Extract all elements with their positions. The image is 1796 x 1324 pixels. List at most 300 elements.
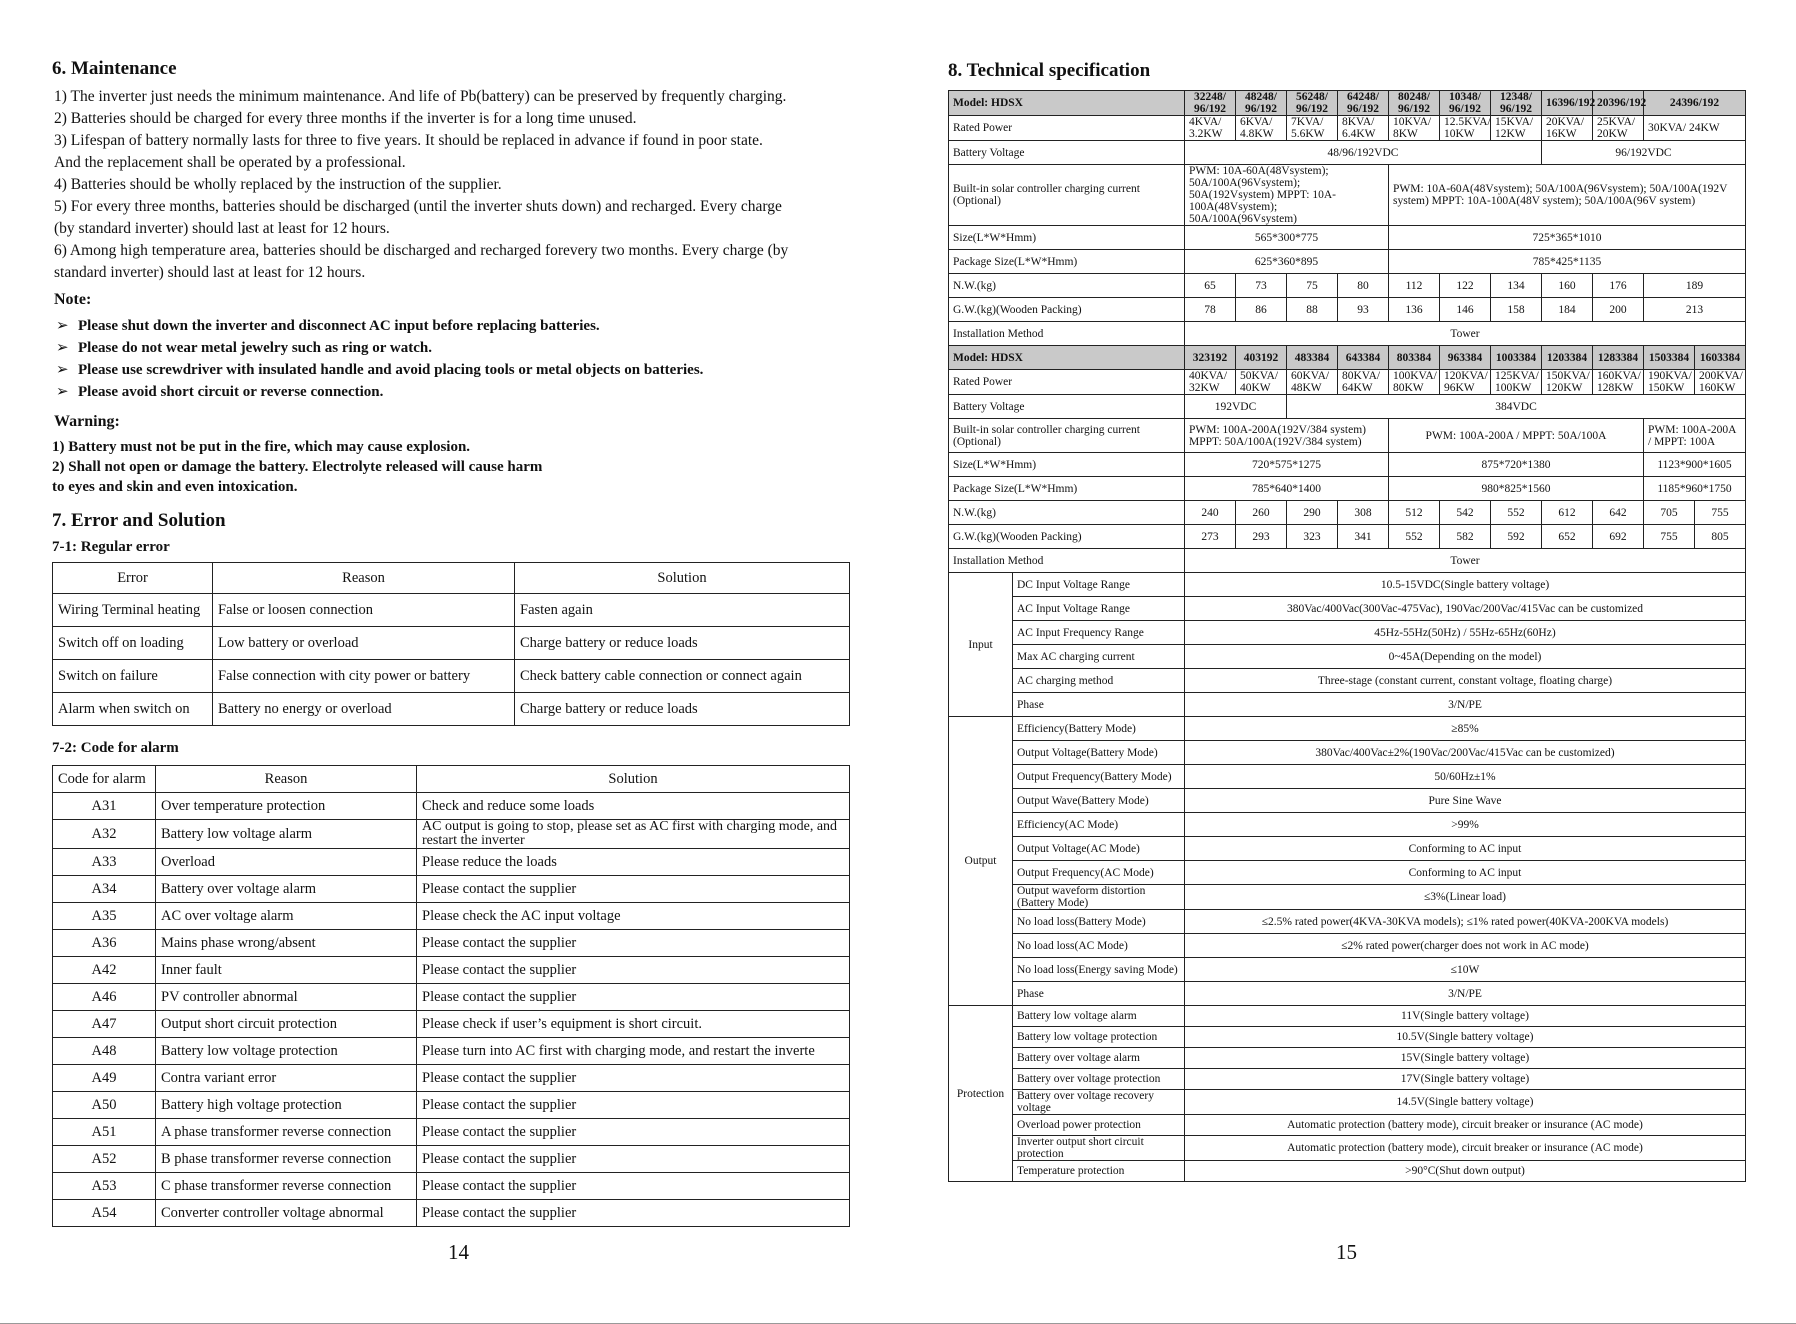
table-cell: B phase transformer reverse connection (156, 1146, 417, 1173)
spec-cell: 12.5KVA/ 10KW (1440, 116, 1491, 141)
table-cell: Please reduce the loads (417, 849, 850, 876)
spec-cell: >99% (1185, 813, 1746, 837)
spec-cell: DC Input Voltage Range (1013, 573, 1185, 597)
spec-cell: 17V(Single battery voltage) (1185, 1069, 1746, 1090)
spec-cell: 643384 (1338, 346, 1389, 370)
table-cell: A31 (53, 793, 156, 820)
spec-row (949, 477, 1746, 501)
spec-row (949, 741, 1746, 765)
spec-cell: 184 (1542, 298, 1593, 322)
maintenance-line: 1) The inverter just needs the minimum maintenance. And life of Pb(battery) can be preserved by frequently charging. (54, 88, 787, 105)
spec-cell: Max AC charging current (1013, 645, 1185, 669)
maintenance-line: And the replacement shall be operated by a professional. (54, 154, 406, 171)
spec-cell: 652 (1542, 525, 1593, 549)
table-cell: PV controller abnormal (156, 984, 417, 1011)
spec-cell: Battery over voltage protection (1013, 1069, 1185, 1090)
spec-cell: 48/96/192VDC (1185, 141, 1542, 165)
spec-row (949, 669, 1746, 693)
spec-row (949, 1090, 1746, 1115)
table-cell: A48 (53, 1038, 156, 1065)
table-cell: Battery low voltage alarm (156, 820, 417, 849)
table-cell: Battery low voltage protection (156, 1038, 417, 1065)
spec-cell: 24396/192 (1644, 91, 1746, 116)
spec-cell: Overload power protection (1013, 1115, 1185, 1136)
spec-cell: 12348/ 96/192 (1491, 91, 1542, 116)
spec-cell: 192VDC (1185, 395, 1287, 419)
spec-cell: 642 (1593, 501, 1644, 525)
table-cell: Please contact the supplier (417, 1173, 850, 1200)
spec-cell: G.W.(kg)(Wooden Packing) (949, 298, 1185, 322)
spec-cell: Installation Method (949, 322, 1185, 346)
warning-list (52, 437, 832, 497)
table-cell: A52 (53, 1146, 156, 1173)
note-text: Please do not wear metal jewelry such as ring or watch. (78, 340, 432, 356)
spec-cell: AC Input Frequency Range (1013, 621, 1185, 645)
spec-cell: Rated Power (949, 116, 1185, 141)
error-heading: 7. Error and Solution (52, 510, 226, 531)
spec-row (949, 525, 1746, 549)
table-cell: Switch off on loading (53, 627, 213, 660)
spec-cell: 273 (1185, 525, 1236, 549)
spec-cell: 625*360*895 (1185, 250, 1389, 274)
spec-cell: Automatic protection (battery mode), circuit breaker or insurance (AC mode) (1185, 1115, 1746, 1136)
spec-cell: 73 (1236, 274, 1287, 298)
spec-cell: ≥85% (1185, 717, 1746, 741)
spec-cell: 980*825*1560 (1389, 477, 1644, 501)
arrow-bullet-icon: ➢ (56, 318, 69, 334)
note-item (54, 337, 834, 359)
spec-cell: 20396/192 (1593, 91, 1644, 116)
spec-row (949, 1161, 1746, 1182)
spec-row (949, 226, 1746, 250)
spec-cell: 112 (1389, 274, 1440, 298)
spec-cell: Automatic protection (battery mode), circuit breaker or insurance (AC mode) (1185, 1136, 1746, 1161)
table-row (53, 594, 850, 627)
table-row (53, 693, 850, 726)
maintenance-line: 2) Batteries should be charged for every three months if the inverter is for a long time unused. (54, 110, 637, 127)
spec-cell: Battery low voltage alarm (1013, 1006, 1185, 1027)
table-cell: Check battery cable connection or connect again (515, 660, 850, 693)
column-header: Error (53, 563, 213, 594)
spec-cell: 150KVA/ 120KW (1542, 370, 1593, 395)
table-header-row (53, 563, 850, 594)
spec-cell: 10.5-15VDC(Single battery voltage) (1185, 573, 1746, 597)
spec-cell: ≤2.5% rated power(4KVA-30KVA models); ≤1% rated power(40KVA-200KVA models) (1185, 910, 1746, 934)
spec-cell: Package Size(L*W*Hmm) (949, 250, 1185, 274)
table-row (53, 1092, 850, 1119)
spec-cell: Efficiency(AC Mode) (1013, 813, 1185, 837)
spec-row (949, 645, 1746, 669)
spec-cell: 78 (1185, 298, 1236, 322)
table-cell: Overload (156, 849, 417, 876)
table-cell: Please contact the supplier (417, 1200, 850, 1227)
spec-cell: 552 (1389, 525, 1440, 549)
alarm-code-heading: 7-2: Code for alarm (52, 740, 179, 756)
table-row (53, 957, 850, 984)
table-cell: Inner fault (156, 957, 417, 984)
spec-cell: 384VDC (1287, 395, 1746, 419)
spec-cell: 612 (1542, 501, 1593, 525)
note-text: Please avoid short circuit or reverse connection. (78, 384, 384, 400)
table-row (53, 627, 850, 660)
spec-cell: 403192 (1236, 346, 1287, 370)
note-text: Please use screwdriver with insulated handle and avoid placing tools or metal objects on batteries. (78, 362, 704, 378)
spec-cell: 692 (1593, 525, 1644, 549)
spec-cell: ≤3%(Linear load) (1185, 885, 1746, 910)
spec-cell: 1283384 (1593, 346, 1644, 370)
spec-row (949, 573, 1746, 597)
spec-cell: 25KVA/ 20KW (1593, 116, 1644, 141)
spec-cell: 189 (1644, 274, 1746, 298)
spec-cell: Battery over voltage alarm (1013, 1048, 1185, 1069)
spec-cell: AC charging method (1013, 669, 1185, 693)
spec-cell: >90°C(Shut down output) (1185, 1161, 1746, 1182)
spec-cell: 1185*960*1750 (1644, 477, 1746, 501)
note-text: Please shut down the inverter and disconnect AC input before replacing batteries. (78, 318, 600, 334)
spec-cell: Output Frequency(AC Mode) (1013, 861, 1185, 885)
spec-cell: Output (949, 717, 1013, 1006)
spec-row (949, 693, 1746, 717)
table-cell: Please contact the supplier (417, 984, 850, 1011)
regular-error-table (52, 562, 850, 726)
table-cell: Check and reduce some loads (417, 793, 850, 820)
spec-cell: 30KVA/ 24KW (1644, 116, 1746, 141)
spec-cell: 176 (1593, 274, 1644, 298)
table-row (53, 1119, 850, 1146)
spec-cell: 96/192VDC (1542, 141, 1746, 165)
spec-cell: ≤10W (1185, 958, 1746, 982)
table-cell: A54 (53, 1200, 156, 1227)
spec-cell: 146 (1440, 298, 1491, 322)
spec-cell: 158 (1491, 298, 1542, 322)
spec-cell: PWM: 100A-200A / MPPT: 100A (1644, 419, 1746, 453)
arrow-bullet-icon: ➢ (56, 340, 69, 356)
table-cell: C phase transformer reverse connection (156, 1173, 417, 1200)
spec-row (949, 395, 1746, 419)
spec-cell: 293 (1236, 525, 1287, 549)
spec-cell: 100KVA/ 80KW (1389, 370, 1440, 395)
spec-cell: 803384 (1389, 346, 1440, 370)
spec-row (949, 1115, 1746, 1136)
spec-cell: 308 (1338, 501, 1389, 525)
table-row (53, 876, 850, 903)
spec-cell: 875*720*1380 (1389, 453, 1644, 477)
spec-row (949, 453, 1746, 477)
tech-spec-heading: 8. Technical specification (948, 60, 1151, 81)
tech-spec-table (948, 90, 1746, 1182)
table-cell: False or loosen connection (213, 594, 515, 627)
spec-cell: Tower (1185, 549, 1746, 573)
table-row (53, 1146, 850, 1173)
table-cell: Please contact the supplier (417, 1146, 850, 1173)
warning-line: 1) Battery must not be put in the fire, which may cause explosion. (52, 439, 471, 455)
spec-cell: Output Voltage(Battery Mode) (1013, 741, 1185, 765)
spec-cell: No load loss(Battery Mode) (1013, 910, 1185, 934)
table-cell: A53 (53, 1173, 156, 1200)
table-row (53, 849, 850, 876)
spec-cell: 200KVA/ 160KW (1695, 370, 1746, 395)
spec-cell: 65 (1185, 274, 1236, 298)
spec-cell: Battery over voltage recovery voltage (1013, 1090, 1185, 1115)
spec-cell: G.W.(kg)(Wooden Packing) (949, 525, 1185, 549)
spec-row (949, 165, 1746, 226)
spec-cell: 785*425*1135 (1389, 250, 1746, 274)
spec-cell: ≤2% rated power(charger does not work in AC mode) (1185, 934, 1746, 958)
table-cell: A47 (53, 1011, 156, 1038)
spec-row (949, 1027, 1746, 1048)
spec-row (949, 1069, 1746, 1090)
spec-row (949, 298, 1746, 322)
spec-cell: 1603384 (1695, 346, 1746, 370)
column-header: Solution (417, 766, 850, 793)
spec-cell: 75 (1287, 274, 1338, 298)
spec-cell: 6KVA/ 4.8KW (1236, 116, 1287, 141)
note-item (54, 381, 834, 403)
table-header-row (53, 766, 850, 793)
spec-cell: 64248/ 96/192 (1338, 91, 1389, 116)
spec-row (949, 861, 1746, 885)
table-cell: Please contact the supplier (417, 1065, 850, 1092)
table-cell: Please contact the supplier (417, 957, 850, 984)
spec-row (949, 346, 1746, 370)
spec-cell: 122 (1440, 274, 1491, 298)
spec-row (949, 982, 1746, 1006)
table-cell: A49 (53, 1065, 156, 1092)
maintenance-line: 4) Batteries should be wholly replaced by the instruction of the supplier. (54, 176, 502, 193)
arrow-bullet-icon: ➢ (56, 384, 69, 400)
spec-cell: 10.5V(Single battery voltage) (1185, 1027, 1746, 1048)
spec-cell: 86 (1236, 298, 1287, 322)
page-number: 14 (448, 1240, 469, 1264)
table-row (53, 1038, 850, 1065)
spec-cell: 3/N/PE (1185, 693, 1746, 717)
note-item (54, 359, 834, 381)
spec-cell: 963384 (1440, 346, 1491, 370)
spec-row (949, 141, 1746, 165)
table-cell: AC over voltage alarm (156, 903, 417, 930)
spec-cell: Conforming to AC input (1185, 861, 1746, 885)
table-cell: Mains phase wrong/absent (156, 930, 417, 957)
table-cell: A32 (53, 820, 156, 849)
spec-cell: 755 (1644, 525, 1695, 549)
spec-cell: 80 (1338, 274, 1389, 298)
spec-cell: 136 (1389, 298, 1440, 322)
spec-cell: 705 (1644, 501, 1695, 525)
spec-row (949, 250, 1746, 274)
spec-cell: 15V(Single battery voltage) (1185, 1048, 1746, 1069)
column-header: Reason (156, 766, 417, 793)
spec-row (949, 837, 1746, 861)
table-row (53, 1011, 850, 1038)
spec-cell: 160KVA/ 128KW (1593, 370, 1644, 395)
spec-cell: 40KVA/ 32KW (1185, 370, 1236, 395)
table-cell: Switch on failure (53, 660, 213, 693)
spec-cell: 134 (1491, 274, 1542, 298)
spec-cell: 10348/ 96/192 (1440, 91, 1491, 116)
spec-cell: 1203384 (1542, 346, 1593, 370)
table-cell: A42 (53, 957, 156, 984)
spec-cell: 11V(Single battery voltage) (1185, 1006, 1746, 1027)
table-cell: Please turn into AC first with charging mode, and restart the inverte (417, 1038, 850, 1065)
table-row (53, 1173, 850, 1200)
spec-cell: N.W.(kg) (949, 501, 1185, 525)
spec-cell: 323192 (1185, 346, 1236, 370)
table-cell: A46 (53, 984, 156, 1011)
table-cell: A50 (53, 1092, 156, 1119)
spec-row (949, 549, 1746, 573)
maintenance-heading: 6. Maintenance (52, 58, 177, 79)
spec-cell: Inverter output short circuit protection (1013, 1136, 1185, 1161)
table-row (53, 820, 850, 849)
spec-cell: Model: HDSX (949, 346, 1185, 370)
notes-list (54, 315, 834, 403)
table-cell: A51 (53, 1119, 156, 1146)
spec-row (949, 789, 1746, 813)
spec-row (949, 322, 1746, 346)
spec-row (949, 91, 1746, 116)
column-header: Reason (213, 563, 515, 594)
table-row (53, 793, 850, 820)
spec-cell: 341 (1338, 525, 1389, 549)
spec-cell: Model: HDSX (949, 91, 1185, 116)
spec-cell: 512 (1389, 501, 1440, 525)
spec-cell: 380Vac/400Vac±2%(190Vac/200Vac/415Vac can be customized) (1185, 741, 1746, 765)
spec-cell: 1503384 (1644, 346, 1695, 370)
table-row (53, 984, 850, 1011)
spec-cell: 50/60Hz±1% (1185, 765, 1746, 789)
table-cell: Alarm when switch on (53, 693, 213, 726)
spec-cell: Installation Method (949, 549, 1185, 573)
spec-cell: Rated Power (949, 370, 1185, 395)
table-cell: A35 (53, 903, 156, 930)
spec-cell: No load loss(Energy saving Mode) (1013, 958, 1185, 982)
table-cell: Battery no energy or overload (213, 693, 515, 726)
table-cell: Please check if user’s equipment is short circuit. (417, 1011, 850, 1038)
table-cell: Over temperature protection (156, 793, 417, 820)
spec-cell: Pure Sine Wave (1185, 789, 1746, 813)
spec-cell: Battery Voltage (949, 395, 1185, 419)
maintenance-line: 5) For every three months, batteries should be discharged (until the inverter shuts down) and recharged. Every charge (54, 198, 782, 215)
table-cell: A36 (53, 930, 156, 957)
spec-cell: 725*365*1010 (1389, 226, 1746, 250)
spec-cell: Size(L*W*Hmm) (949, 226, 1185, 250)
spec-cell: Size(L*W*Hmm) (949, 453, 1185, 477)
spec-cell: Conforming to AC input (1185, 837, 1746, 861)
table-cell: Please check the AC input voltage (417, 903, 850, 930)
spec-row (949, 370, 1746, 395)
spec-row (949, 116, 1746, 141)
spec-cell: 160 (1542, 274, 1593, 298)
spec-row (949, 717, 1746, 741)
table-cell: AC output is going to stop, please set as AC first with charging mode, and restart the inverter (417, 820, 850, 849)
maintenance-list (54, 86, 854, 284)
spec-cell: 1003384 (1491, 346, 1542, 370)
page-number: 15 (1336, 1240, 1357, 1264)
spec-cell: 125KVA/ 100KW (1491, 370, 1542, 395)
table-row (53, 660, 850, 693)
table-cell: Please contact the supplier (417, 876, 850, 903)
spec-cell: 0~45A(Depending on the model) (1185, 645, 1746, 669)
regular-error-heading: 7-1: Regular error (52, 539, 170, 555)
spec-cell: 80KVA/ 64KW (1338, 370, 1389, 395)
table-cell: Converter controller voltage abnormal (156, 1200, 417, 1227)
spec-cell: 720*575*1275 (1185, 453, 1389, 477)
spec-cell: 592 (1491, 525, 1542, 549)
spec-row (949, 958, 1746, 982)
spec-row (949, 885, 1746, 910)
spec-cell: Output Frequency(Battery Mode) (1013, 765, 1185, 789)
spec-row (949, 419, 1746, 453)
spec-cell: PWM: 100A-200A / MPPT: 50A/100A (1389, 419, 1644, 453)
table-cell: Charge battery or reduce loads (515, 693, 850, 726)
column-header: Code for alarm (53, 766, 156, 793)
spec-cell: 16396/192 (1542, 91, 1593, 116)
spec-cell: 32248/ 96/192 (1185, 91, 1236, 116)
spec-cell: Package Size(L*W*Hmm) (949, 477, 1185, 501)
spec-cell: 15KVA/ 12KW (1491, 116, 1542, 141)
spec-cell: Tower (1185, 322, 1746, 346)
spec-row (949, 501, 1746, 525)
spec-cell: 380Vac/400Vac(300Vac-475Vac), 190Vac/200Vac/415Vac can be customized (1185, 597, 1746, 621)
spec-cell: 1123*900*1605 (1644, 453, 1746, 477)
spec-row (949, 1006, 1746, 1027)
spec-cell: 7KVA/ 5.6KW (1287, 116, 1338, 141)
table-row (53, 930, 850, 957)
spec-cell: Protection (949, 1006, 1013, 1182)
spec-cell: 582 (1440, 525, 1491, 549)
arrow-bullet-icon: ➢ (56, 362, 69, 378)
spec-cell: 200 (1593, 298, 1644, 322)
spec-cell: 93 (1338, 298, 1389, 322)
spec-cell: Input (949, 573, 1013, 717)
spec-cell: 323 (1287, 525, 1338, 549)
spec-cell: Phase (1013, 693, 1185, 717)
spec-cell: No load loss(AC Mode) (1013, 934, 1185, 958)
spec-cell: 10KVA/ 8KW (1389, 116, 1440, 141)
spec-row (949, 621, 1746, 645)
table-cell: A34 (53, 876, 156, 903)
spec-cell: 45Hz-55Hz(50Hz) / 55Hz-65Hz(60Hz) (1185, 621, 1746, 645)
table-row (53, 903, 850, 930)
spec-cell: AC Input Voltage Range (1013, 597, 1185, 621)
spec-cell: Phase (1013, 982, 1185, 1006)
spec-cell: 290 (1287, 501, 1338, 525)
alarm-code-table (52, 765, 850, 1227)
spec-cell: Efficiency(Battery Mode) (1013, 717, 1185, 741)
warning-line: to eyes and skin and even intoxication. (52, 479, 298, 495)
table-cell: Battery high voltage protection (156, 1092, 417, 1119)
spec-cell: 60KVA/ 48KW (1287, 370, 1338, 395)
warning-line: 2) Shall not open or damage the battery. Electrolyte released will cause harm (52, 459, 543, 475)
spec-cell: 755 (1695, 501, 1746, 525)
spec-cell: 190KVA/ 150KW (1644, 370, 1695, 395)
spec-cell: 240 (1185, 501, 1236, 525)
table-cell: Wiring Terminal heating (53, 594, 213, 627)
spec-cell: 565*300*775 (1185, 226, 1389, 250)
spec-cell: 213 (1644, 298, 1746, 322)
spec-row (949, 597, 1746, 621)
spec-row (949, 813, 1746, 837)
spec-row (949, 1048, 1746, 1069)
maintenance-line: (by standard inverter) should last at least for 12 hours. (54, 220, 390, 237)
spec-cell: 80248/ 96/192 (1389, 91, 1440, 116)
table-cell: Please contact the supplier (417, 1092, 850, 1119)
spec-cell: 14.5V(Single battery voltage) (1185, 1090, 1746, 1115)
spec-cell: 3/N/PE (1185, 982, 1746, 1006)
spec-cell: 260 (1236, 501, 1287, 525)
spec-row (949, 274, 1746, 298)
warning-heading: Warning: (54, 413, 120, 430)
